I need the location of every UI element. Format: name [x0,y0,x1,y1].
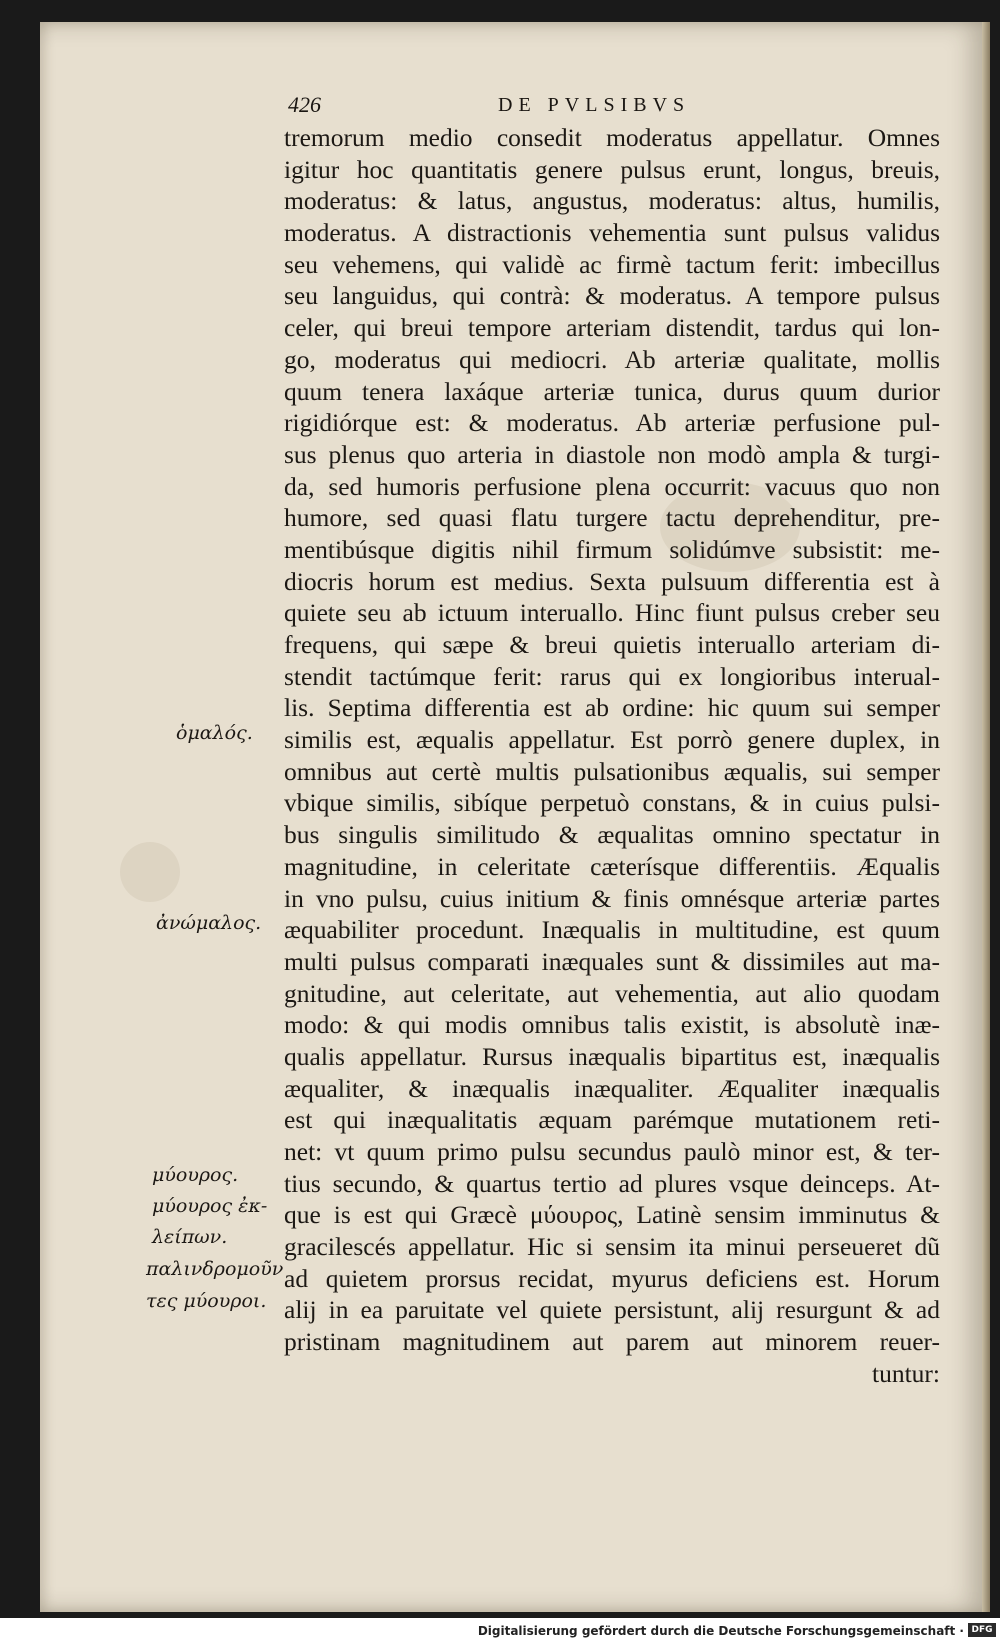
text-line: diocris horum est medius. Sexta pulsuum differentia est à [284,566,940,596]
footer-credit: Digitalisierung gefördert durch die Deutsche Forschungsgemeinschaft · [477,1624,964,1638]
catchword-line: tuntur: [872,1358,940,1388]
text-line: pristinam magnitudinem aut parem aut minorem reuer- [284,1327,940,1357]
text-line: frequens, qui sæpe & breui quietis interuallo arteriam di- [284,630,940,659]
text-line: similis est, æqualis appellatur. Est porrò genere duplex, in [284,725,940,755]
text-line: multi pulsus comparati inæquales sunt & dissimiles aut ma- [284,946,940,976]
text-line: æqualiter, & inæqualis inæqualiter. Æqualiter inæqualis [284,1073,940,1103]
text-line: vbique similis, sibíque perpetuò constans, & in cuius pulsi- [284,788,940,818]
text-line: humore, sed quasi flatu turgere tactu deprehenditur, pre- [284,503,940,533]
margin-note: ἀνώμαλος. [156,912,262,934]
text-line: seu languidus, qui contrà: & moderatus. A tempore pulsus [284,281,940,311]
text-line: igitur hoc quantitatis genere pulsus erunt, longus, breuis, [284,154,940,184]
text-line: lis. Septima differentia est ab ordine: hic quum sui semper [284,693,940,723]
text-line: que is est qui Græcè μύουρος, Latinè sensim imminutus & [284,1200,940,1230]
running-head [288,92,938,120]
text-line: bus singulis similitudo & æqualitas omnino spectatur in [284,820,940,850]
text-line: moderatus. A distractionis vehementia sunt pulsus validus [284,218,940,248]
text-line: qualis appellatur. Rursus inæqualis bipartitus est, inæqualis [284,1041,940,1071]
text-line: gnitudine, aut celeritate, aut vehementia, aut alio quodam [284,978,940,1008]
digitization-footer [0,1618,1000,1643]
text-line: magnitudine, in celeritate cæterísque differentiis. Æqualis [284,851,940,881]
page-number: 426 [288,92,321,117]
text-line: omnibus aut certè multis pulsationibus æqualis, sui semper [284,756,940,786]
text-line: ad quietem prorsus recidat, myurus deficiens est. Horum [284,1263,940,1293]
margin-note: ὁμαλός. [176,722,253,744]
text-line: modo: & qui modis omnibus talis existit, is absolutè inæ- [284,1010,940,1040]
running-title: DE PVLSIBVS [498,94,691,116]
dfg-logo: DFG [968,1623,996,1637]
text-line: in vno pulsu, cuius initium & finis omnésque arteriæ partes [284,883,940,913]
text-line: seu vehemens, qui validè ac firmè tactum ferit: imbecillus [284,249,940,279]
text-line: mentibúsque digitis nihil firmum solidúmve subsistit: me- [284,534,940,564]
paper-stain [120,842,180,902]
margin-note: λείπων. [152,1226,228,1248]
text-line: go, moderatus qui mediocri. Ab arteriæ qualitate, mollis [284,344,940,374]
margin-note: τες μύουροι. [146,1290,267,1312]
text-line: æquabiliter procedunt. Inæqualis in multitudine, est quum [284,915,940,945]
text-line: net: vt quum primo pulsu secundus paulò minor est, & ter- [284,1137,940,1166]
page-edge [982,22,990,1612]
text-line: gracilescés appellatur. Hic si sensim ita minui perseueret dũ [284,1232,940,1262]
text-line: est qui inæqualitatis æquam parémque mutationem reti- [284,1105,940,1135]
text-line: rigidiórque est: & moderatus. Ab arteriæ perfusione pul- [284,408,940,438]
margin-note: μύουρος. [152,1164,239,1186]
text-line: moderatus: & latus, angustus, moderatus: altus, humilis, [284,186,940,216]
margin-note: παλινδρομοῦν [146,1258,284,1280]
text-line: quiete seu ab ictuum interuallo. Hinc fiunt pulsus creber seu [284,598,940,628]
text-line: tius secundo, & quartus tertio ad plures vsque deinceps. At- [284,1168,940,1198]
text-line: tremorum medio consedit moderatus appellatur. Omnes [284,123,940,152]
text-line: stendit tactúmque ferit: rarus qui ex longioribus interual- [284,661,940,691]
text-line: da, sed humoris perfusione plena occurrit: vacuus quo non [284,471,940,501]
text-line: celer, qui breui tempore arteriam distendit, tardus qui lon- [284,313,940,343]
text-line: quum tenera laxáque arteriæ tunica, durus quum durior [284,376,940,406]
text-line: sus plenus quo arteria in diastole non modò ampla & turgi- [284,439,940,469]
text-line: alij in ea paruitate vel quiete persistunt, alij resurgunt & ad [284,1295,940,1325]
body-text [284,122,940,1390]
margin-note: μύουρος ἐκ- [152,1195,268,1217]
